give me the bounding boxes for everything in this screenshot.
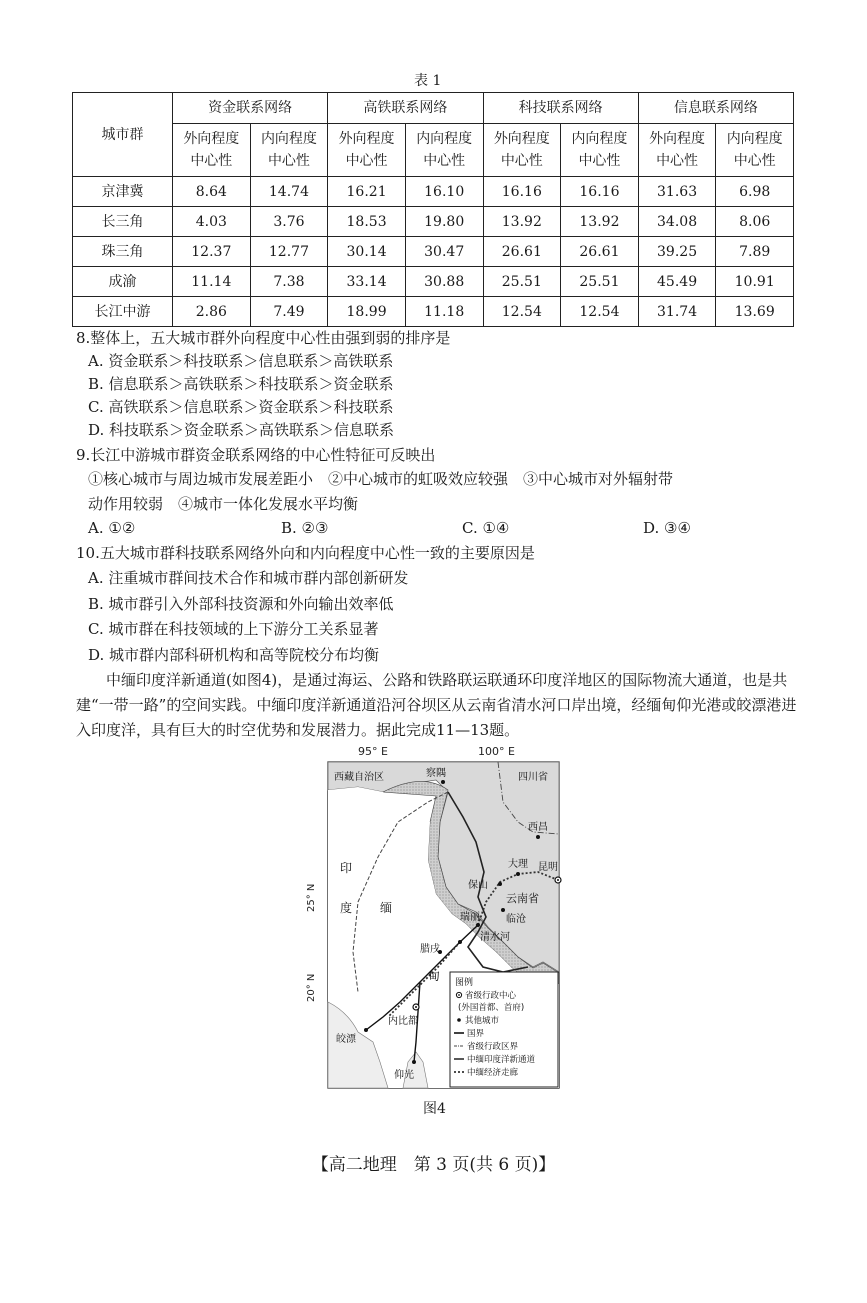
sub-header-in: 内向程度 中心性	[250, 124, 328, 177]
cell: 39.25	[638, 237, 716, 267]
city-kyaukphyu: 皎漂	[336, 1034, 356, 1045]
group-header: 科技联系网络	[483, 93, 638, 124]
cell: 30.14	[328, 237, 406, 267]
label-india-2: 度	[340, 901, 353, 915]
cell: 30.88	[405, 267, 483, 297]
question-10-stem: 10.五大城市群科技联系网络外向和内向程度中心性一致的主要原因是	[76, 544, 535, 562]
sub-header-out: 外向程度 中心性	[638, 124, 716, 177]
question-9-line: 动作用较弱 ④城市一体化发展水平均衡	[88, 495, 359, 513]
cell: 16.21	[328, 177, 406, 207]
cell: 4.03	[173, 207, 251, 237]
cell: 26.61	[483, 237, 561, 267]
cell: 12.37	[173, 237, 251, 267]
row-name: 珠三角	[73, 237, 173, 267]
cell: 12.54	[483, 297, 561, 327]
legend-city: 其他城市	[465, 1016, 500, 1026]
page-footer: 【高二地理 第 3 页(共 6 页)】	[311, 1155, 556, 1175]
question-9-option-b: B. ②③	[281, 519, 329, 537]
question-8-option-c: C. 高铁联系＞信息联系＞资金联系＞科技联系	[88, 398, 394, 416]
figure-caption: 图4	[423, 1101, 446, 1117]
question-9-stem: 9.长江中游城市群资金联系网络的中心性特征可反映出	[76, 446, 436, 464]
row-name: 长三角	[73, 207, 173, 237]
question-8-option-a: A. 资金联系＞科技联系＞信息联系＞高铁联系	[88, 352, 394, 370]
table-row	[73, 297, 794, 327]
cell: 7.38	[250, 267, 328, 297]
city-qingshuihe: 清水河	[480, 932, 510, 943]
question-9-line: ①核心城市与周边城市发展差距小 ②中心城市的虹吸效应较强 ③中心城市对外辐射带	[88, 470, 674, 488]
question-10-option-b: B. 城市群引入外部科技资源和外向输出效率低	[88, 595, 394, 613]
lon-label: 95° E	[358, 745, 388, 758]
cell: 31.74	[638, 297, 716, 327]
label-myanmar-2: 甸	[428, 969, 441, 983]
cell: 2.86	[173, 297, 251, 327]
cell: 16.10	[405, 177, 483, 207]
map-svg	[300, 742, 565, 1092]
map-legend	[450, 972, 558, 1087]
lon-label: 100° E	[478, 745, 515, 758]
legend-route: 中缅印度洋新通道	[467, 1055, 536, 1065]
city-kunming: 昆明	[538, 862, 558, 873]
cell: 30.47	[405, 237, 483, 267]
label-india-1: 印	[340, 861, 353, 875]
cell: 31.63	[638, 177, 716, 207]
city-lincang: 临沧	[506, 914, 526, 925]
cell: 13.92	[561, 207, 639, 237]
group-header: 高铁联系网络	[328, 93, 483, 124]
legend-title: 图例	[455, 978, 474, 988]
corner-header: 城市群	[73, 93, 173, 177]
table-row	[73, 267, 794, 297]
cell: 13.92	[483, 207, 561, 237]
question-8-stem: 8.整体上，五大城市群外向程度中心性由强到弱的排序是	[76, 329, 451, 347]
question-8-option-d: D. 科技联系＞资金联系＞高铁联系＞信息联系	[88, 421, 395, 439]
group-header: 资金联系网络	[173, 93, 328, 124]
table-caption: 表 1	[414, 73, 442, 89]
cell: 16.16	[483, 177, 561, 207]
cell: 6.98	[716, 177, 794, 207]
city-xichang: 西昌	[528, 822, 548, 833]
city-dali: 大理	[508, 859, 528, 870]
label-myanmar-1: 缅	[380, 901, 393, 915]
lat-label: 20° N	[306, 973, 317, 1002]
sub-header-in: 内向程度 中心性	[561, 124, 639, 177]
group-header: 信息联系网络	[638, 93, 793, 124]
cell: 10.91	[716, 267, 794, 297]
cell: 12.77	[250, 237, 328, 267]
lat-label: 25° N	[306, 883, 317, 912]
city-baoshan: 保山	[468, 880, 488, 891]
sub-header-out: 外向程度 中心性	[173, 124, 251, 177]
row-name: 长江中游	[73, 297, 173, 327]
legend-province: 省级行政区界	[467, 1042, 519, 1052]
sub-header-out: 外向程度 中心性	[483, 124, 561, 177]
cell: 34.08	[638, 207, 716, 237]
table-row	[73, 237, 794, 267]
cell: 12.54	[561, 297, 639, 327]
legend-border: 国界	[467, 1029, 485, 1039]
cell: 45.49	[638, 267, 716, 297]
cell: 26.61	[561, 237, 639, 267]
passage: 中缅印度洋新通道(如图4)，是通过海运、公路和铁路联运联通环印度洋地区的国际物流大通道，也是共建“一带一路”的空间实践。中缅印度洋新通道沿河谷坝区从云南省清水河口岸出境，经缅甸仰光港或皎漂港进入印度洋，具有巨大的时空优势和发展潜力。据此完成11—13题。	[76, 671, 797, 739]
question-9-option-d: D. ③④	[643, 519, 691, 537]
cell: 25.51	[561, 267, 639, 297]
question-8-option-b: B. 信息联系＞高铁联系＞科技联系＞资金联系	[88, 375, 394, 393]
table-row	[73, 177, 794, 207]
cell: 13.69	[716, 297, 794, 327]
city-naypyidaw: 内比都	[388, 1016, 418, 1027]
label-tibet: 西藏自治区	[334, 772, 384, 783]
legend-capital-2: (外国首都、首府)	[458, 1003, 525, 1013]
cell: 14.74	[250, 177, 328, 207]
cell: 8.64	[173, 177, 251, 207]
cell: 33.14	[328, 267, 406, 297]
question-10-option-d: D. 城市群内部科研机构和高等院校分布均衡	[88, 646, 380, 664]
city-ruili: 瑞丽	[460, 912, 480, 923]
label-yunnan: 云南省	[506, 892, 539, 905]
cell: 11.18	[405, 297, 483, 327]
table-row	[73, 207, 794, 237]
label-sichuan: 四川省	[518, 772, 548, 783]
question-10-option-c: C. 城市群在科技领域的上下游分工关系显著	[88, 620, 379, 638]
row-name: 成渝	[73, 267, 173, 297]
sub-header-out: 外向程度 中心性	[328, 124, 406, 177]
city-yangon: 仰光	[394, 1070, 414, 1081]
legend-capital: 省级行政中心	[465, 991, 517, 1001]
question-9-option-c: C. ①④	[462, 519, 510, 537]
data-table	[72, 92, 794, 327]
cell: 18.99	[328, 297, 406, 327]
row-name: 京津冀	[73, 177, 173, 207]
legend-corridor: 中缅经济走廊	[467, 1068, 519, 1078]
sub-header-in: 内向程度 中心性	[716, 124, 794, 177]
map-figure	[300, 742, 565, 1092]
cell: 19.80	[405, 207, 483, 237]
city-chayu: 察隅	[426, 768, 446, 779]
cell: 18.53	[328, 207, 406, 237]
cell: 16.16	[561, 177, 639, 207]
cell: 11.14	[173, 267, 251, 297]
cell: 25.51	[483, 267, 561, 297]
question-10-option-a: A. 注重城市群间技术合作和城市群内部创新研发	[88, 569, 409, 587]
cell: 3.76	[250, 207, 328, 237]
cell: 7.49	[250, 297, 328, 327]
cell: 8.06	[716, 207, 794, 237]
cell: 7.89	[716, 237, 794, 267]
sub-header-in: 内向程度 中心性	[405, 124, 483, 177]
question-9-option-a: A. ①②	[88, 519, 136, 537]
city-lashio: 腊戌	[420, 944, 440, 955]
